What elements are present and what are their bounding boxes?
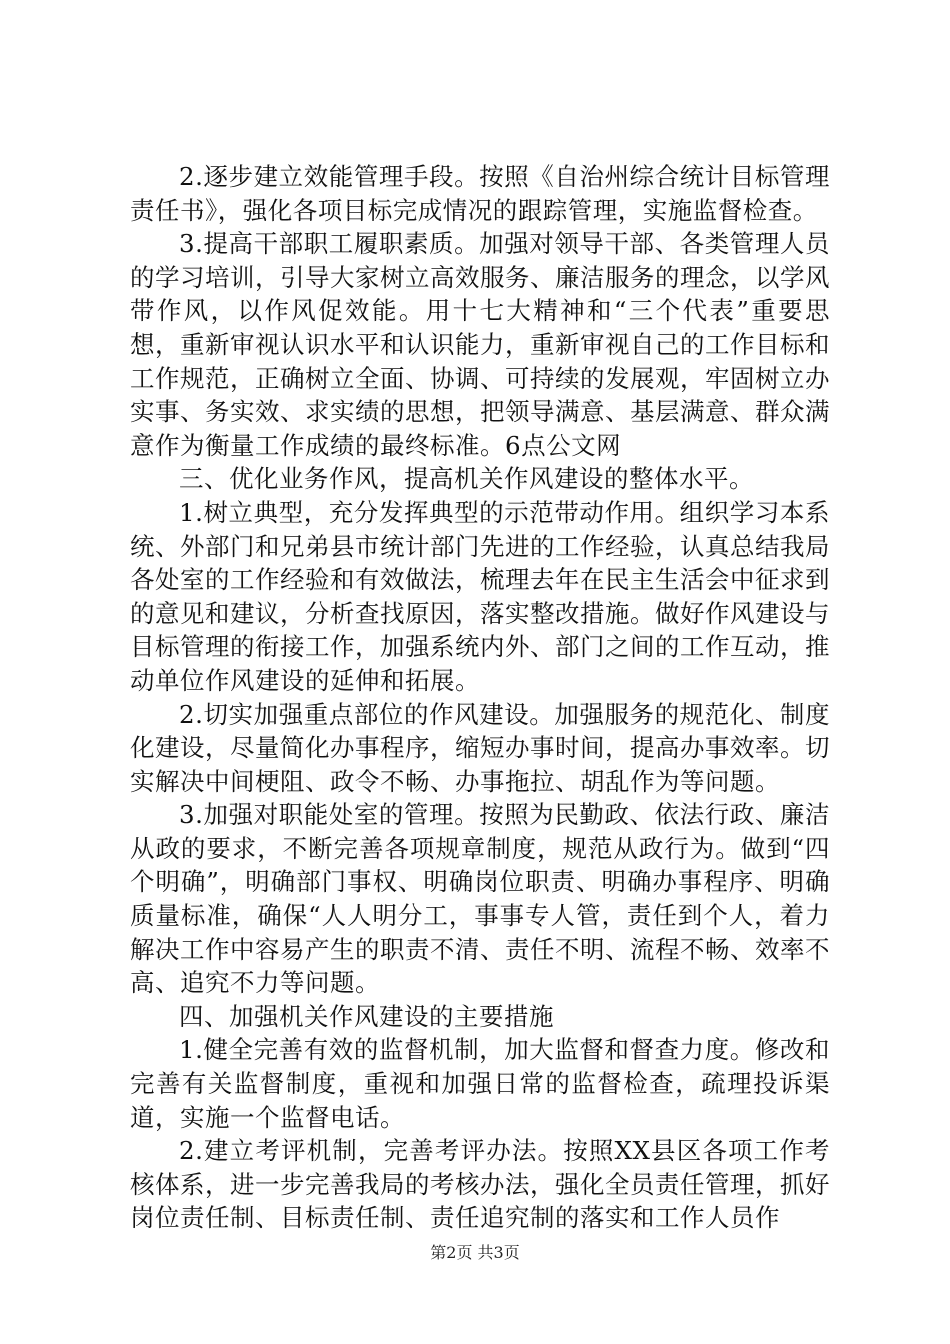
- paragraph: 1.健全完善有效的监督机制，加大监督和督查力度。修改和完善有关监督制度，重视和加强日常的监督检查，疏理投诉渠道，实施一个监督电话。: [130, 1035, 830, 1132]
- paragraph: 3.加强对职能处室的管理。按照为民勤政、依法行政、廉洁从政的要求，不断完善各项规章制度，规范从政行为。做到“四个明确”，明确部门事权、明确岗位职责、明确办事程序、明确质量标准，确保“人人明分工，事事专人管，责任到个人，着力解决工作中容易产生的职责不清、责任不明、流程不畅、效率不高、追究不力等问题。: [130, 800, 830, 998]
- page-footer: 第2页 共3页: [430, 1243, 520, 1262]
- paragraph: 1.树立典型，充分发挥典型的示范带动作用。组织学习本系统、外部门和兄弟县市统计部门先进的工作经验，认真总结我局各处室的工作经验和有效做法，梳理去年在民主生活会中征求到的意见和建议，分析查找原因，落实整改措施。做好作风建设与目标管理的衔接工作，加强系统内外、部门之间的工作互动，推动单位作风建设的延伸和拓展。: [130, 497, 830, 695]
- section-heading: 四、加强机关作风建设的主要措施: [179, 1001, 554, 1031]
- paragraph: 2.建立考评机制，完善考评办法。按照XX县区各项工作考核体系，进一步完善我局的考核办法，强化全员责任管理，抓好岗位责任制、目标责任制、责任追究制的落实和工作人员作: [130, 1136, 830, 1233]
- document-body: [130, 160, 830, 1235]
- paragraph: 2.逐步建立效能管理手段。按照《自治州综合统计目标管理责任书》，强化各项目标完成情况的跟踪管理，实施监督检查。: [130, 162, 830, 225]
- section-heading: 三、优化业务作风，提高机关作风建设的整体水平。: [179, 464, 754, 494]
- paragraph: 2.切实加强重点部位的作风建设。加强服务的规范化、制度化建设，尽量简化办事程序，缩短办事时间，提高办事效率。切实解决中间梗阻、政令不畅、办事拖拉、胡乱作为等问题。: [130, 699, 830, 796]
- paragraph: 3.提高干部职工履职素质。加强对领导干部、各类管理人员的学习培训，引导大家树立高效服务、廉洁服务的理念，以学风带作风，以作风促效能。用十七大精神和“三个代表”重要思想，重新审视认识水平和认识能力，重新审视自己的工作目标和工作规范，正确树立全面、协调、可持续的发展观，牢固树立办实事、务实效、求实绩的思想，把领导满意、基层满意、群众满意作为衡量工作成绩的最终标准。6点公文网: [130, 229, 830, 460]
